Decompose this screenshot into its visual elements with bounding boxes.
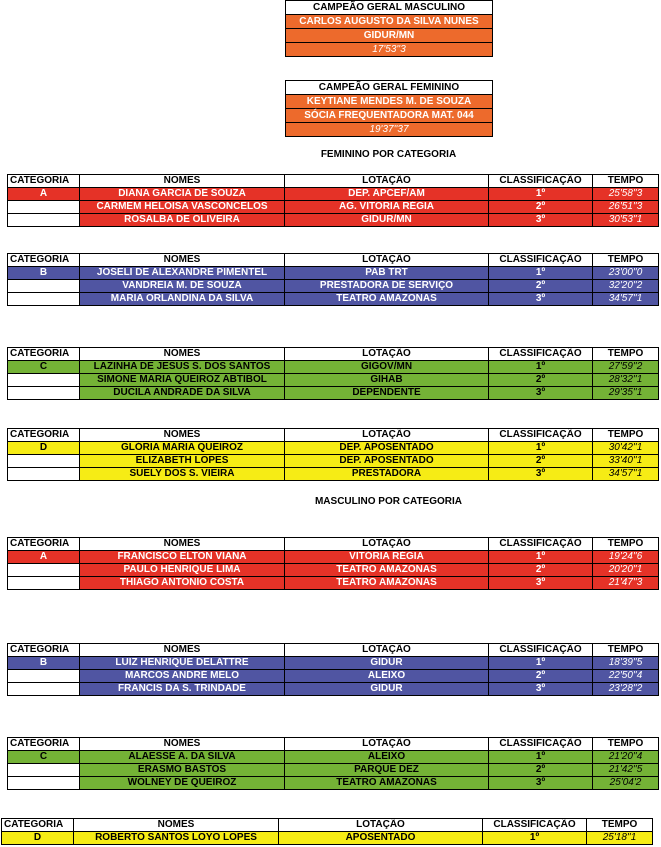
table-row — [8, 267, 659, 280]
athlete-unit: DEP. APCEF/AM — [285, 188, 489, 201]
masc-champion-unit: GIDUR/MN — [286, 29, 492, 43]
category-blank — [8, 577, 80, 590]
table-row — [8, 670, 659, 683]
table-header-row — [8, 644, 659, 657]
header-tempo: TEMPO — [587, 819, 653, 832]
athlete-name: MARCOS ANDRÉ MELO — [80, 670, 285, 683]
header-nomes: NOMES — [80, 429, 285, 442]
finish-time: 21'20''4 — [593, 751, 659, 764]
table-row — [8, 751, 659, 764]
table-row — [8, 201, 659, 214]
athlete-name: FRANCIS DA S. TRINDADE — [80, 683, 285, 696]
header-lotacao: LOTAÇÃO — [285, 644, 489, 657]
table-header-row — [8, 738, 659, 751]
masc-champion-box — [285, 0, 493, 57]
category-letter: A — [8, 551, 80, 564]
category-letter: B — [8, 657, 80, 670]
finish-time: 34'57''1 — [593, 468, 659, 481]
header-nomes: NOMES — [80, 644, 285, 657]
athlete-name: ROSALBA DE OLIVEIRA — [80, 214, 285, 227]
fem-champion-name: KEYTIANE MENDES M. DE SOUZA — [286, 95, 492, 109]
finish-time: 26'51''3 — [593, 201, 659, 214]
header-classificacao: CLASSIFICAÇÃO — [489, 538, 593, 551]
table-header-row — [8, 254, 659, 267]
table-row — [8, 387, 659, 400]
header-classificacao: CLASSIFICAÇÃO — [489, 175, 593, 188]
header-categoria: CATEGORIA — [8, 175, 80, 188]
placement: 1º — [489, 361, 593, 374]
table-header-row — [2, 819, 653, 832]
table-row — [8, 683, 659, 696]
header-lotacao: LOTAÇÃO — [279, 819, 483, 832]
athlete-unit: AG. VITORIA RÉGIA — [285, 201, 489, 214]
header-categoria: CATEGORIA — [2, 819, 74, 832]
athlete-unit: PRESTADORA — [285, 468, 489, 481]
athlete-unit: APOSENTADO — [279, 832, 483, 845]
category-letter: A — [8, 188, 80, 201]
finish-time: 20'20''1 — [593, 564, 659, 577]
category-letter: B — [8, 267, 80, 280]
finish-time: 18'39''5 — [593, 657, 659, 670]
athlete-name: CARMEM HELOISA VASCONCELOS — [80, 201, 285, 214]
athlete-name: JOSELI DE ALEXANDRE PIMENTEL — [80, 267, 285, 280]
table-row — [8, 455, 659, 468]
fem-champion-header: CAMPEÃO GERAL FEMININO — [286, 81, 492, 95]
category-blank — [8, 670, 80, 683]
athlete-unit: PAB TRT — [285, 267, 489, 280]
finish-time: 30'53''1 — [593, 214, 659, 227]
header-tempo: TEMPO — [593, 429, 659, 442]
finish-time: 27'59''2 — [593, 361, 659, 374]
athlete-name: VANDREIA M. DE SOUZA — [80, 280, 285, 293]
athlete-unit: TEATRO AMAZONAS — [285, 577, 489, 590]
athlete-name: MARIA ORLANDINA DA SILVA — [80, 293, 285, 306]
athlete-unit: DEP. APOSENTADO — [285, 442, 489, 455]
placement: 2º — [489, 201, 593, 214]
athlete-name: ALAESSE A. DA SILVA — [80, 751, 285, 764]
finish-time: 23'28''2 — [593, 683, 659, 696]
category-blank — [8, 374, 80, 387]
table-header-row — [8, 348, 659, 361]
athlete-unit: DEP. APOSENTADO — [285, 455, 489, 468]
masc-category-table — [7, 737, 659, 790]
category-blank — [8, 387, 80, 400]
table-row — [8, 551, 659, 564]
header-nomes: NOMES — [80, 538, 285, 551]
category-letter: D — [8, 442, 80, 455]
header-classificacao: CLASSIFICAÇÃO — [489, 644, 593, 657]
table-row — [8, 293, 659, 306]
header-tempo: TEMPO — [593, 254, 659, 267]
athlete-unit: DEPENDENTE — [285, 387, 489, 400]
table-row — [8, 777, 659, 790]
header-classificacao: CLASSIFICAÇÃO — [489, 348, 593, 361]
category-blank — [8, 280, 80, 293]
header-nomes: NOMES — [80, 254, 285, 267]
placement: 2º — [489, 280, 593, 293]
athlete-name: DIANA GARCIA DE SOUZA — [80, 188, 285, 201]
header-tempo: TEMPO — [593, 175, 659, 188]
fem-section-title: FEMININO POR CATEGORIA — [320, 149, 457, 160]
athlete-name: ERASMO BASTOS — [80, 764, 285, 777]
category-blank — [8, 777, 80, 790]
table-row — [8, 468, 659, 481]
finish-time: 29'35''1 — [593, 387, 659, 400]
category-blank — [8, 683, 80, 696]
athlete-unit: GIGOV/MN — [285, 361, 489, 374]
header-lotacao: LOTAÇÃO — [285, 538, 489, 551]
athlete-name: PAULO HENRIQUE LIMA — [80, 564, 285, 577]
athlete-unit: PRESTADORA DE SERVIÇO — [285, 280, 489, 293]
athlete-name: THIAGO ANTONIO COSTA — [80, 577, 285, 590]
athlete-unit: GIDUR — [285, 657, 489, 670]
table-row — [8, 564, 659, 577]
table-row — [8, 442, 659, 455]
placement: 3º — [489, 387, 593, 400]
athlete-unit: TEATRO AMAZONAS — [285, 293, 489, 306]
athlete-name: ELIZABETH LOPES — [80, 455, 285, 468]
athlete-unit: TEATRO AMAZONAS — [285, 777, 489, 790]
placement: 1º — [489, 267, 593, 280]
category-blank — [8, 293, 80, 306]
placement: 1º — [489, 657, 593, 670]
athlete-unit: VITÓRIA RÉGIA — [285, 551, 489, 564]
fem-champion-unit: SÓCIA FREQUENTADORA MAT. 044 — [286, 109, 492, 123]
finish-time: 34'57''1 — [593, 293, 659, 306]
masc-category-table — [1, 818, 653, 845]
athlete-name: SUELY DOS S. VIEIRA — [80, 468, 285, 481]
category-blank — [8, 455, 80, 468]
finish-time: 28'32''1 — [593, 374, 659, 387]
category-blank — [8, 764, 80, 777]
finish-time: 22'50''4 — [593, 670, 659, 683]
athlete-unit: TEATRO AMAZONAS — [285, 564, 489, 577]
placement: 2º — [489, 374, 593, 387]
header-classificacao: CLASSIFICAÇÃO — [489, 254, 593, 267]
placement: 2º — [489, 455, 593, 468]
header-lotacao: LOTAÇÃO — [285, 348, 489, 361]
header-classificacao: CLASSIFICAÇÃO — [483, 819, 587, 832]
placement: 1º — [489, 188, 593, 201]
masc-section-title: MASCULINO POR CATEGORIA — [314, 496, 463, 507]
header-categoria: CATEGORIA — [8, 429, 80, 442]
placement: 1º — [489, 551, 593, 564]
fem-champion-box — [285, 80, 493, 137]
table-row — [8, 361, 659, 374]
athlete-unit: GIDUR — [285, 683, 489, 696]
header-lotacao: LOTAÇÃO — [285, 254, 489, 267]
masc-category-table — [7, 537, 659, 590]
header-categoria: CATEGORIA — [8, 348, 80, 361]
header-nomes: NOMES — [74, 819, 279, 832]
fem-champion-time: 19'37''37 — [286, 123, 492, 137]
placement: 2º — [489, 670, 593, 683]
placement: 3º — [489, 468, 593, 481]
athlete-unit: ALEIXO — [285, 670, 489, 683]
finish-time: 33'40''1 — [593, 455, 659, 468]
athlete-unit: ALEIXO — [285, 751, 489, 764]
table-row — [8, 374, 659, 387]
placement: 2º — [489, 564, 593, 577]
header-lotacao: LOTAÇÃO — [285, 175, 489, 188]
header-nomes: NOMES — [80, 175, 285, 188]
masc-champion-name: CARLOS AUGUSTO DA SILVA NUNES — [286, 15, 492, 29]
header-tempo: TEMPO — [593, 644, 659, 657]
table-row — [8, 280, 659, 293]
header-classificacao: CLASSIFICAÇÃO — [489, 429, 593, 442]
header-nomes: NOMES — [80, 348, 285, 361]
athlete-name: FRANCISCO ELTON VIANA — [80, 551, 285, 564]
table-row — [8, 188, 659, 201]
finish-time: 23'00''0 — [593, 267, 659, 280]
category-blank — [8, 201, 80, 214]
category-blank — [8, 214, 80, 227]
masc-champion-header: CAMPEÃO GERAL MASCULINO — [286, 1, 492, 15]
table-header-row — [8, 175, 659, 188]
fem-category-table — [7, 253, 659, 306]
table-row — [8, 764, 659, 777]
header-tempo: TEMPO — [593, 538, 659, 551]
category-letter: D — [2, 832, 74, 845]
fem-category-table — [7, 347, 659, 400]
masc-champion-time: 17'53''3 — [286, 43, 492, 57]
finish-time: 30'42''1 — [593, 442, 659, 455]
table-row — [8, 577, 659, 590]
category-letter: C — [8, 361, 80, 374]
finish-time: 21'47''3 — [593, 577, 659, 590]
placement: 3º — [489, 577, 593, 590]
header-categoria: CATEGORIA — [8, 538, 80, 551]
header-tempo: TEMPO — [593, 348, 659, 361]
placement: 2º — [489, 764, 593, 777]
placement: 3º — [489, 214, 593, 227]
athlete-name: LUIZ HENRIQUE DELATTRE — [80, 657, 285, 670]
finish-time: 25'18''1 — [587, 832, 653, 845]
header-classificacao: CLASSIFICAÇÃO — [489, 738, 593, 751]
athlete-name: WOLNEY DE QUEIROZ — [80, 777, 285, 790]
table-row — [8, 657, 659, 670]
athlete-name: LAZINHA DE JESUS S. DOS SANTOS — [80, 361, 285, 374]
header-lotacao: LOTAÇÃO — [285, 429, 489, 442]
category-blank — [8, 468, 80, 481]
finish-time: 21'42''5 — [593, 764, 659, 777]
placement: 1º — [489, 751, 593, 764]
header-lotacao: LOTAÇÃO — [285, 738, 489, 751]
athlete-name: GLÓRIA MARIA QUEIROZ — [80, 442, 285, 455]
placement: 3º — [489, 683, 593, 696]
fem-category-table — [7, 428, 659, 481]
placement: 3º — [489, 293, 593, 306]
athlete-name: ROBERTO SANTOS LOYO LOPES — [74, 832, 279, 845]
athlete-unit: PARQUE DEZ — [285, 764, 489, 777]
table-row — [8, 214, 659, 227]
header-categoria: CATEGORIA — [8, 738, 80, 751]
category-letter: C — [8, 751, 80, 764]
header-categoria: CATEGORIA — [8, 644, 80, 657]
category-blank — [8, 564, 80, 577]
placement: 3º — [489, 777, 593, 790]
finish-time: 32'20''2 — [593, 280, 659, 293]
table-row — [2, 832, 653, 845]
placement: 1º — [483, 832, 587, 845]
fem-category-table — [7, 174, 659, 227]
header-nomes: NOMES — [80, 738, 285, 751]
masc-category-table — [7, 643, 659, 696]
athlete-name: SIMONE MARIA QUEIROZ ABTIBOL — [80, 374, 285, 387]
placement: 1º — [489, 442, 593, 455]
table-header-row — [8, 429, 659, 442]
finish-time: 19'24''6 — [593, 551, 659, 564]
athlete-unit: GIDUR/MN — [285, 214, 489, 227]
athlete-unit: GIHAB — [285, 374, 489, 387]
header-tempo: TEMPO — [593, 738, 659, 751]
finish-time: 25'58''3 — [593, 188, 659, 201]
table-header-row — [8, 538, 659, 551]
athlete-name: DUCILA ANDRADE DA SILVA — [80, 387, 285, 400]
header-categoria: CATEGORIA — [8, 254, 80, 267]
finish-time: 25'04'2 — [593, 777, 659, 790]
